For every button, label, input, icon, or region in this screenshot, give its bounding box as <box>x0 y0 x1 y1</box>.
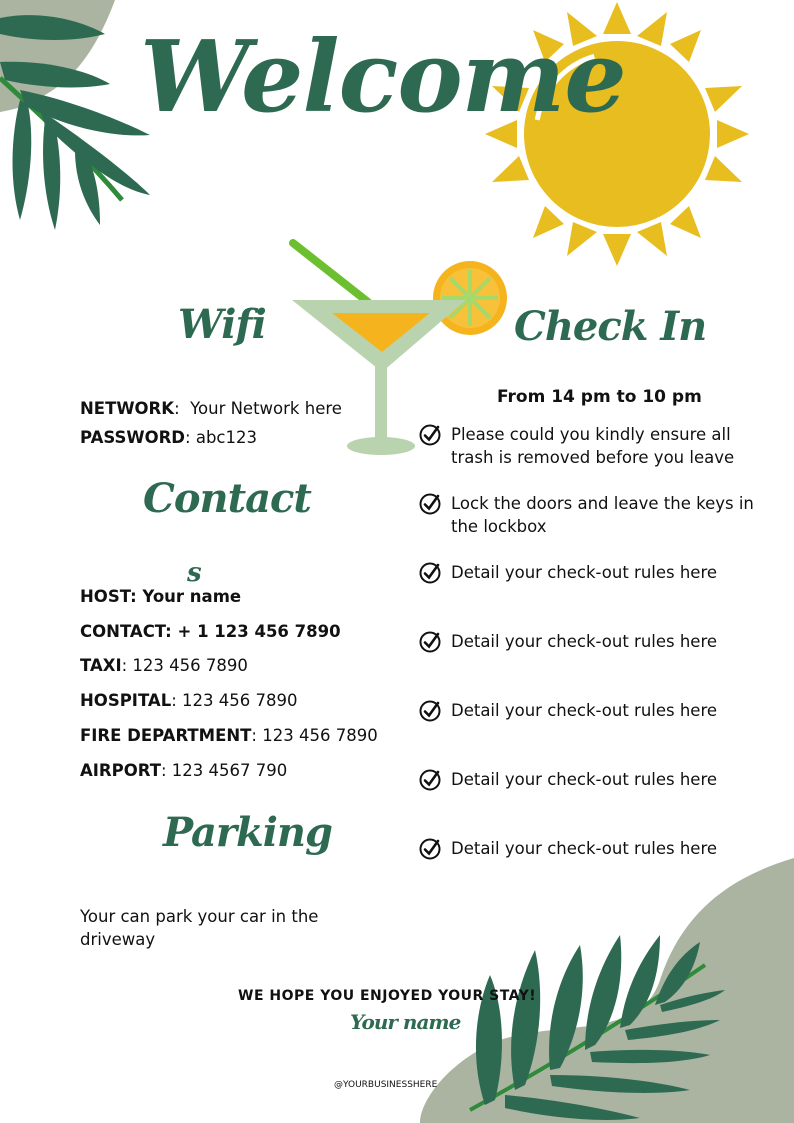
wifi-password: PASSWORD: abc123 <box>80 428 257 447</box>
contact-heading-tail: s <box>187 558 201 588</box>
business-handle: @YOURBUSINESSHERE <box>334 1080 438 1090</box>
contact-item <box>80 759 287 782</box>
contact-item-value: : 123 456 7890 <box>251 726 378 745</box>
contact-item-label: AIRPORT <box>80 761 161 780</box>
contact-item-value: : 123 4567 790 <box>160 761 288 780</box>
check-circle-icon <box>418 423 442 447</box>
checkout-rule <box>418 561 758 585</box>
contact-line: CONTACT: + 1 123 456 7890 <box>80 622 341 641</box>
checkout-rule-text: Detail your check-out rules here <box>451 770 718 789</box>
contact-item-value: : 123 456 7890 <box>171 691 298 710</box>
check-circle-icon <box>418 492 442 516</box>
contact-item-label: TAXI <box>80 656 122 675</box>
wifi-network: NETWORK: Your Network here <box>80 399 342 418</box>
check-circle-icon <box>418 768 442 792</box>
checkout-rule <box>418 492 758 538</box>
contact-item <box>80 724 378 747</box>
host-line: HOST: Your name <box>80 587 242 606</box>
check-circle-icon <box>418 699 442 723</box>
checkout-rule <box>418 699 758 723</box>
contact-heading: Contact <box>143 475 311 522</box>
parking-text: Your can park your car in the driveway <box>80 907 319 949</box>
checkout-rule <box>418 837 758 861</box>
checkin-hours: From 14 pm to 10 pm <box>497 387 702 407</box>
contact-item-label: FIRE DEPARTMENT <box>80 726 252 745</box>
checkout-rule <box>418 630 758 654</box>
checkout-rule-text: Detail your check-out rules here <box>451 839 718 858</box>
contact-item-label: HOSPITAL <box>80 691 172 710</box>
farewell-text: WE HOPE YOU ENJOYED YOUR STAY! <box>238 988 537 1004</box>
checkout-rule-text: Detail your check-out rules here <box>451 563 718 582</box>
checkout-rule-text: Detail your check-out rules here <box>451 632 718 651</box>
checkout-rule-text: Detail your check-out rules here <box>451 701 718 720</box>
signature: Your name <box>350 1010 461 1034</box>
contact-item <box>80 689 298 712</box>
contact-item <box>80 654 248 677</box>
contact-item-value: : 123 456 7890 <box>121 656 248 675</box>
check-circle-icon <box>418 561 442 585</box>
checkout-rule-text: Lock the doors and leave the keys in the lockbox <box>451 494 754 536</box>
wifi-heading: Wifi <box>178 301 266 348</box>
check-circle-icon <box>418 837 442 861</box>
page-title: Welcome <box>140 20 626 135</box>
network-value: Your Network here <box>190 399 342 418</box>
check-circle-icon <box>418 630 442 654</box>
password-value: abc123 <box>195 428 257 447</box>
checkout-rule-text: Please could you kindly ensure all trash is removed before you leave <box>451 425 735 467</box>
network-label: NETWORK <box>80 399 175 418</box>
checkout-rule <box>418 768 758 792</box>
checkin-heading: Check In <box>514 303 707 350</box>
checkout-rule <box>418 423 758 469</box>
parking-heading: Parking <box>163 809 332 856</box>
password-label: PASSWORD <box>80 428 186 447</box>
